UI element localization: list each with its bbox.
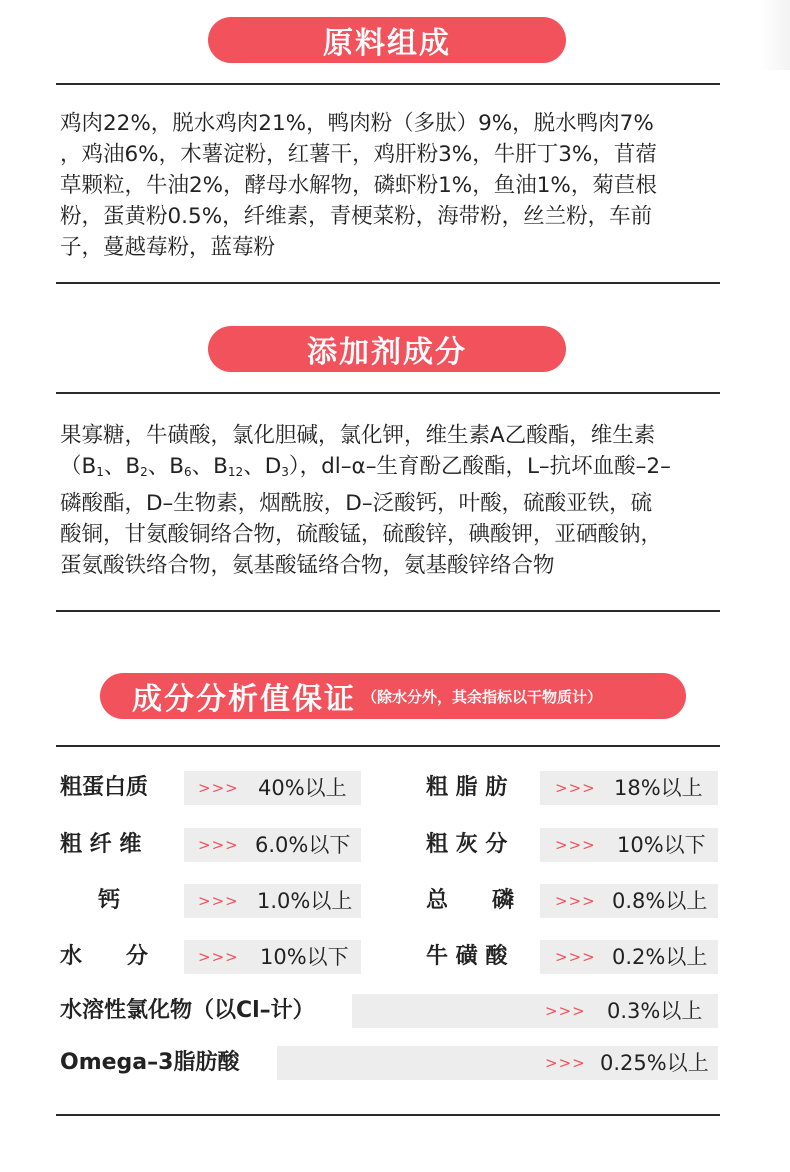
ingredients-title: 原料组成 (323, 26, 451, 61)
arrow-indicator: >>> (545, 1002, 586, 1020)
nutrient-label: 钙 (98, 888, 121, 913)
additives-line: 果寡糖，牛磺酸，氯化胆碱，氯化钾，维生素A乙酸酯，维生素 (60, 423, 656, 448)
nutrient-label: 总 磷 (426, 888, 515, 913)
nutrient-label: 粗蛋白质 (60, 775, 149, 800)
nutrient-value: 6.0%以下 (255, 833, 351, 857)
nutrient-value: 10%以下 (260, 945, 349, 969)
ingredients-line: 鸡肉22%，脱水鸡肉21%，鸭肉粉（多肽）9%，脱水鸭肉7% (60, 111, 654, 136)
nutrient-label: 粗 灰 分 (426, 832, 508, 857)
nutrient-value: 10%以下 (617, 833, 706, 857)
ingredients-text (60, 108, 720, 263)
nutrient-label: 水溶性氯化物（以Cl–计） (60, 998, 315, 1023)
nutrient-label: 水 分 (60, 944, 149, 969)
additives-bottom-rule (56, 610, 720, 612)
additives-top-rule (56, 392, 720, 394)
nutrient-label: 粗 脂 肪 (426, 775, 508, 800)
nutrient-value: 0.8%以上 (612, 889, 708, 913)
nutrient-value: 0.3%以上 (607, 999, 703, 1023)
additives-line: 蛋氨酸铁络合物，氨基酸锰络合物，氨基酸锌络合物 (60, 553, 555, 578)
nutrient-value: 1.0%以上 (257, 889, 353, 913)
arrow-indicator: >>> (555, 779, 596, 797)
arrow-indicator: >>> (198, 836, 239, 854)
nutrient-value: 40%以上 (258, 776, 347, 800)
ingredients-line: 草颗粒，牛油2%，酵母水解物，磷虾粉1%，鱼油1%，菊苣根 (60, 173, 657, 198)
additives-line: 磷酸酯，D–生物素，烟酰胺，D–泛酸钙，叶酸，硫酸亚铁，硫 (60, 491, 653, 516)
ingredients-line: 子，蔓越莓粉，蓝莓粉 (60, 235, 276, 260)
ingredients-line: 粉，蛋黄粉0.5%，纤维素，青梗菜粉，海带粉，丝兰粉，车前 (60, 204, 653, 229)
analysis-title-badge (100, 673, 686, 719)
arrow-indicator: >>> (198, 779, 239, 797)
additives-line: 酸铜，甘氨酸铜络合物，硫酸锰，硫酸锌，碘酸钾，亚硒酸钠， (60, 522, 663, 547)
analysis-title: 成分分析值保证 (132, 682, 356, 717)
nutrient-label: 牛 磺 酸 (426, 944, 508, 969)
additives-title: 添加剂成分 (307, 335, 467, 370)
arrow-indicator: >>> (555, 892, 596, 910)
additives-text (60, 420, 720, 581)
ingredients-bottom-rule (56, 282, 720, 284)
nutrient-value: 0.25%以上 (600, 1051, 709, 1075)
ingredients-top-rule (56, 83, 720, 85)
additives-line-vitamins: （$B_1$、$B_2$、$B_6$、$B_{12}$、$D_3$），dl–α–生育酚乙酸酯，L–抗坏血酸–2– (60, 454, 671, 479)
ingredients-line: ，鸡油6%，木薯淀粉，红薯干，鸡肝粉3%，牛肝丁3%，苜蓿 (60, 142, 657, 167)
nutrient-value: 18%以上 (614, 776, 703, 800)
analysis-note: （除水分外，其余指标以干物质计） (362, 687, 603, 706)
nutrient-label: 粗 纤 维 (60, 832, 142, 857)
nutrient-value: 0.2%以上 (612, 945, 708, 969)
nutrient-label: Omega–3脂肪酸 (60, 1050, 240, 1075)
additives-title-badge (208, 326, 566, 372)
page-edge-shadow (760, 0, 790, 70)
arrow-indicator: >>> (545, 1054, 586, 1072)
arrow-indicator: >>> (555, 836, 596, 854)
arrow-indicator: >>> (198, 948, 239, 966)
analysis-bottom-rule (56, 1114, 720, 1116)
arrow-indicator: >>> (555, 948, 596, 966)
analysis-top-rule (56, 745, 720, 747)
ingredients-title-badge (208, 17, 566, 63)
arrow-indicator: >>> (198, 892, 239, 910)
